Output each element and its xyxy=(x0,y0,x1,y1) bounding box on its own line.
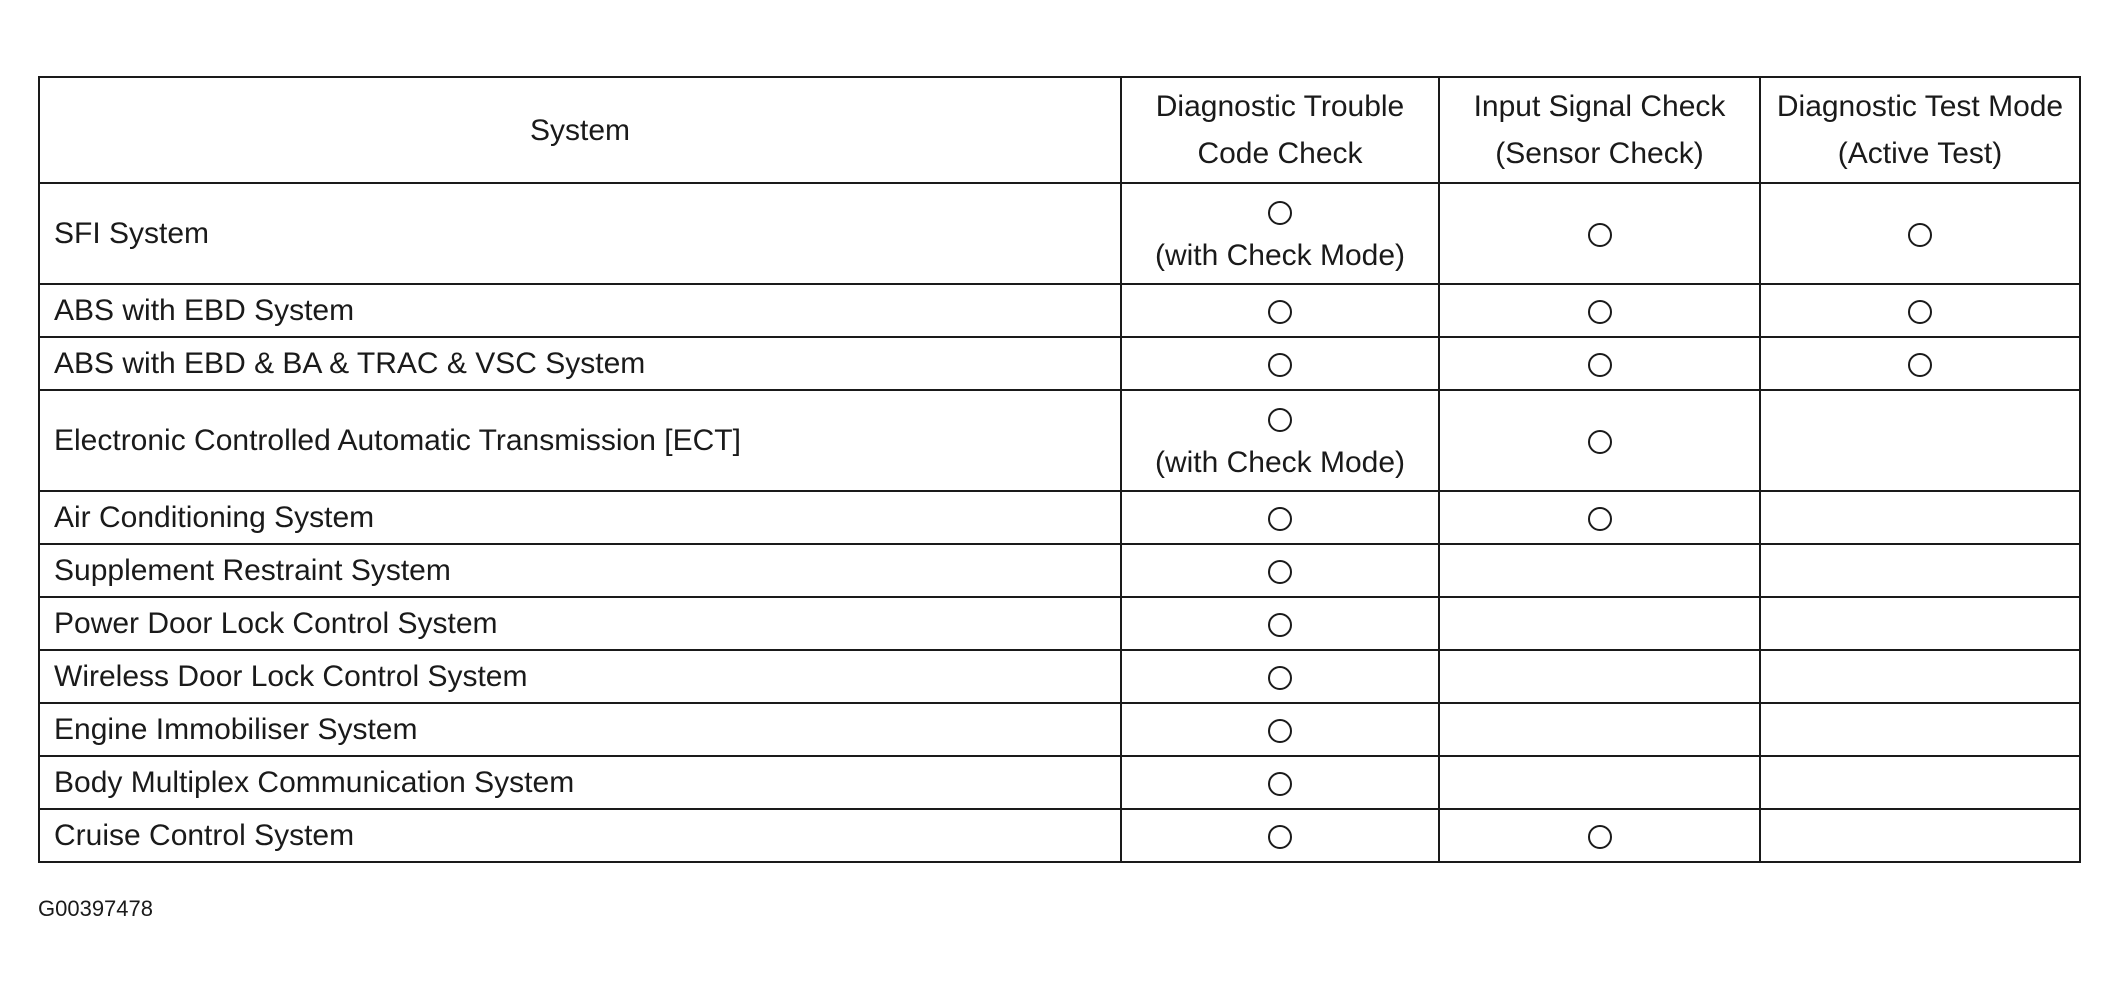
supported-circle-icon xyxy=(1268,507,1292,531)
dtc-check-cell xyxy=(1121,597,1439,650)
figure-id-label: G00397478 xyxy=(38,896,153,921)
table-row xyxy=(39,597,2080,650)
supported-circle-icon xyxy=(1268,613,1292,637)
dtc-check-cell xyxy=(1121,284,1439,337)
supported-circle-icon xyxy=(1268,408,1292,432)
check-mode-note: (with Check Mode) xyxy=(1154,238,1406,272)
supported-circle-icon xyxy=(1588,825,1612,849)
header-diagnostic-trouble-code-check: Diagnostic Trouble Code Check xyxy=(1121,77,1439,183)
dtc-check-cell xyxy=(1121,650,1439,703)
supported-circle-icon xyxy=(1908,223,1932,247)
supported-circle-icon xyxy=(1268,201,1292,225)
supported-circle-icon xyxy=(1268,666,1292,690)
active-test-cell xyxy=(1760,597,2080,650)
supported-circle-icon xyxy=(1268,560,1292,584)
table-row xyxy=(39,756,2080,809)
system-name-cell: Electronic Controlled Automatic Transmission [ECT] xyxy=(39,390,1121,491)
table-row xyxy=(39,544,2080,597)
input-signal-check-cell xyxy=(1439,756,1760,809)
table-row xyxy=(39,183,2080,284)
input-signal-check-cell xyxy=(1439,183,1760,284)
supported-circle-icon xyxy=(1588,430,1612,454)
active-test-cell xyxy=(1760,809,2080,862)
active-test-cell xyxy=(1760,390,2080,491)
active-test-cell xyxy=(1760,544,2080,597)
header-system: System xyxy=(39,77,1121,183)
table-row xyxy=(39,491,2080,544)
supported-circle-icon xyxy=(1588,300,1612,324)
system-name-cell: ABS with EBD System xyxy=(39,284,1121,337)
system-name-cell: Cruise Control System xyxy=(39,809,1121,862)
system-name-cell: SFI System xyxy=(39,183,1121,284)
active-test-cell xyxy=(1760,756,2080,809)
table-row xyxy=(39,650,2080,703)
header-input-signal-check: Input Signal Check (Sensor Check) xyxy=(1439,77,1760,183)
dtc-check-cell xyxy=(1121,390,1439,491)
system-name-cell: ABS with EBD & BA & TRAC & VSC System xyxy=(39,337,1121,390)
input-signal-check-cell xyxy=(1439,809,1760,862)
active-test-cell xyxy=(1760,703,2080,756)
dtc-check-cell xyxy=(1121,491,1439,544)
table-row xyxy=(39,284,2080,337)
header-diagnostic-test-mode: Diagnostic Test Mode (Active Test) xyxy=(1760,77,2080,183)
dtc-check-cell xyxy=(1121,544,1439,597)
supported-circle-icon xyxy=(1268,772,1292,796)
table-row xyxy=(39,337,2080,390)
supported-circle-icon xyxy=(1588,353,1612,377)
active-test-cell xyxy=(1760,284,2080,337)
dtc-check-cell xyxy=(1121,809,1439,862)
table-header-row xyxy=(39,77,2080,183)
system-name-cell: Engine Immobiliser System xyxy=(39,703,1121,756)
input-signal-check-cell xyxy=(1439,650,1760,703)
dtc-check-cell xyxy=(1121,703,1439,756)
system-name-cell: Body Multiplex Communication System xyxy=(39,756,1121,809)
input-signal-check-cell xyxy=(1439,703,1760,756)
supported-circle-icon xyxy=(1588,507,1612,531)
system-name-cell: Power Door Lock Control System xyxy=(39,597,1121,650)
dtc-check-cell xyxy=(1121,756,1439,809)
table-row xyxy=(39,703,2080,756)
input-signal-check-cell xyxy=(1439,597,1760,650)
supported-circle-icon xyxy=(1268,353,1292,377)
input-signal-check-cell xyxy=(1439,491,1760,544)
supported-circle-icon xyxy=(1268,719,1292,743)
input-signal-check-cell xyxy=(1439,284,1760,337)
dtc-check-cell xyxy=(1121,183,1439,284)
dtc-check-cell xyxy=(1121,337,1439,390)
system-name-cell: Air Conditioning System xyxy=(39,491,1121,544)
active-test-cell xyxy=(1760,650,2080,703)
system-name-cell: Wireless Door Lock Control System xyxy=(39,650,1121,703)
supported-circle-icon xyxy=(1908,353,1932,377)
active-test-cell xyxy=(1760,337,2080,390)
input-signal-check-cell xyxy=(1439,390,1760,491)
system-name-cell: Supplement Restraint System xyxy=(39,544,1121,597)
input-signal-check-cell xyxy=(1439,544,1760,597)
check-mode-note: (with Check Mode) xyxy=(1154,445,1406,479)
supported-circle-icon xyxy=(1908,300,1932,324)
table-row xyxy=(39,809,2080,862)
active-test-cell xyxy=(1760,183,2080,284)
active-test-cell xyxy=(1760,491,2080,544)
supported-circle-icon xyxy=(1268,825,1292,849)
table-row xyxy=(39,390,2080,491)
supported-circle-icon xyxy=(1268,300,1292,324)
input-signal-check-cell xyxy=(1439,337,1760,390)
supported-circle-icon xyxy=(1588,223,1612,247)
table-body xyxy=(39,183,2080,862)
diagnostic-function-table xyxy=(38,76,2081,863)
